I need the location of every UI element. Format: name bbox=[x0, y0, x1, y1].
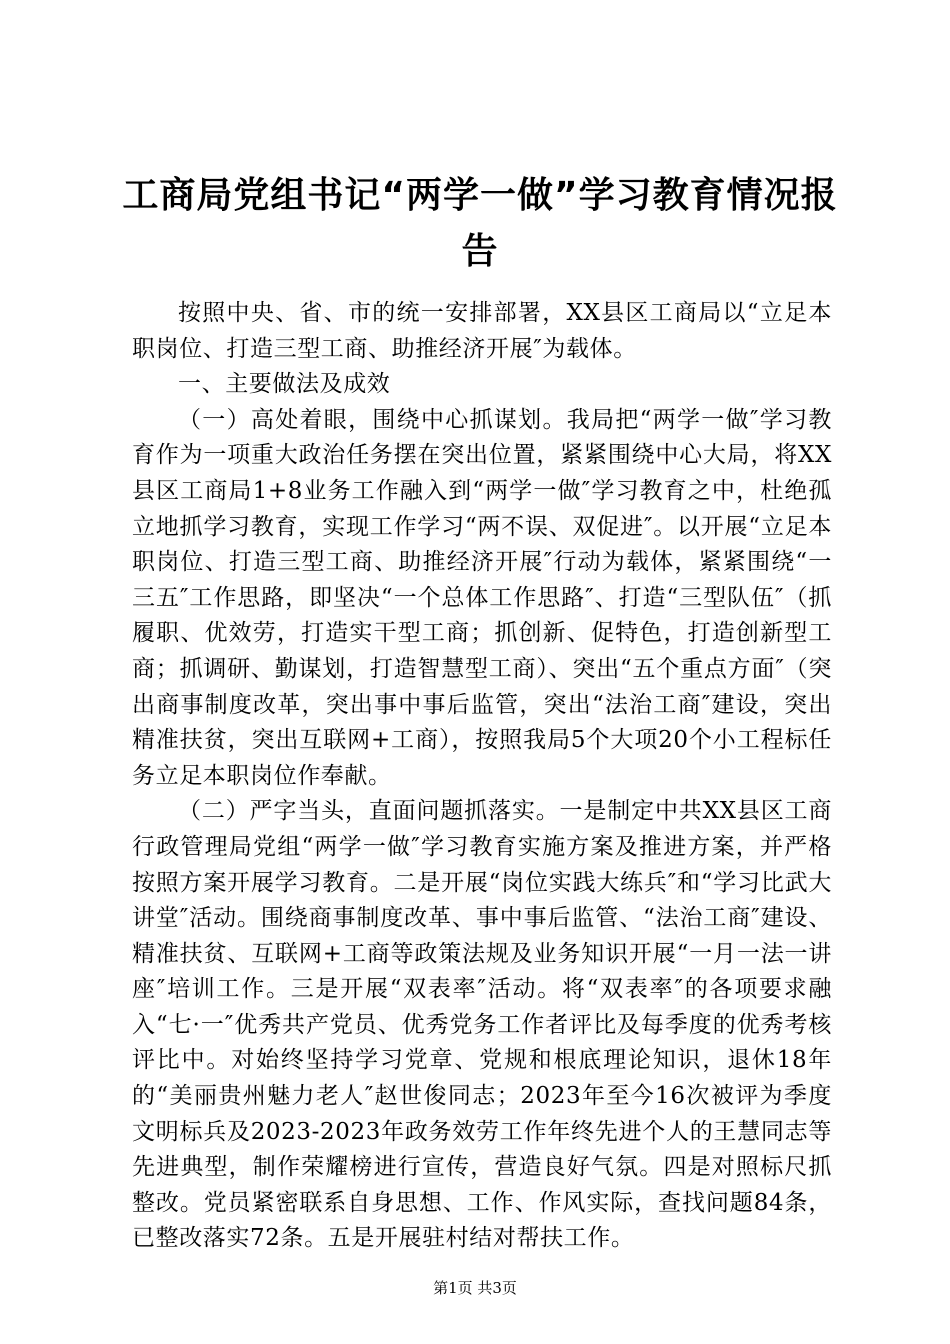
page-footer: 第1页 共3页 bbox=[433, 1279, 517, 1297]
intro-paragraph: 按照中央、省、市的统一安排部署，XX县区工商局以“立足本职岗位、打造三型工商、助推经济开展″为载体。 bbox=[132, 300, 832, 362]
section-heading: 一、主要做法及成效 bbox=[178, 371, 391, 398]
document-body bbox=[132, 296, 832, 1257]
document-title: 工商局党组书记“两学一做”学习教育情况报告 bbox=[122, 175, 838, 272]
body-paragraph: （二）严字当头，直面问题抓落实。一是制定中共XX县区工商行政管理局党组“两学一做″学习教育实施方案及推进方案，并严格按照方案开展学习教育。二是开展“岗位实践大练兵″和“学习比武大讲堂″活动。围绕商事制度改革、事中事后监管、“法治工商″建设、精准扶贫、互联网+工商等政策法规及业务知识开展“一月一法一讲座″培训工作。三是开展“双表率″活动。将“双表率″的各项要求融入“七·一″优秀共产党员、优秀党务工作者评比及每季度的优秀考核评比中。对始终坚持学习党章、党规和根底理论知识，退休18年的“美丽贵州魅力老人″赵世俊同志；2023年至今16次被评为季度文明标兵及2023-2023年政务效劳工作年终先进个人的王慧同志等先进典型，制作荣耀榜进行宣传，营造良好气氛。四是对照标尺抓整改。党员紧密联系自身思想、工作、作风实际，查找问题84条，已整改落实72条。五是开展驻村结对帮扶工作。 bbox=[132, 798, 832, 1252]
body-paragraph: （一）高处着眼，围绕中心抓谋划。我局把“两学一做″学习教育作为一项重大政治任务摆在突出位置，紧紧围绕中心大局，将XX县区工商局1+8业务工作融入到“两学一做″学习教育之中，杜绝孤立地抓学习教育，实现工作学习“两不误、双促进″。以开展“立足本职岗位、打造三型工商、助推经济开展″行动为载体，紧紧围绕“一三五″工作思路，即坚决“一个总体工作思路″、打造“三型队伍″（抓履职、优效劳，打造实干型工商；抓创新、促特色，打造创新型工商；抓调研、勤谋划，打造智慧型工商）、突出“五个重点方面″（突出商事制度改革，突出事中事后监管，突出“法治工商″建设，突出精准扶贫，突出互联网+工商），按照我局5个大项20个小工程标任务立足本职岗位作奉献。 bbox=[132, 406, 832, 789]
